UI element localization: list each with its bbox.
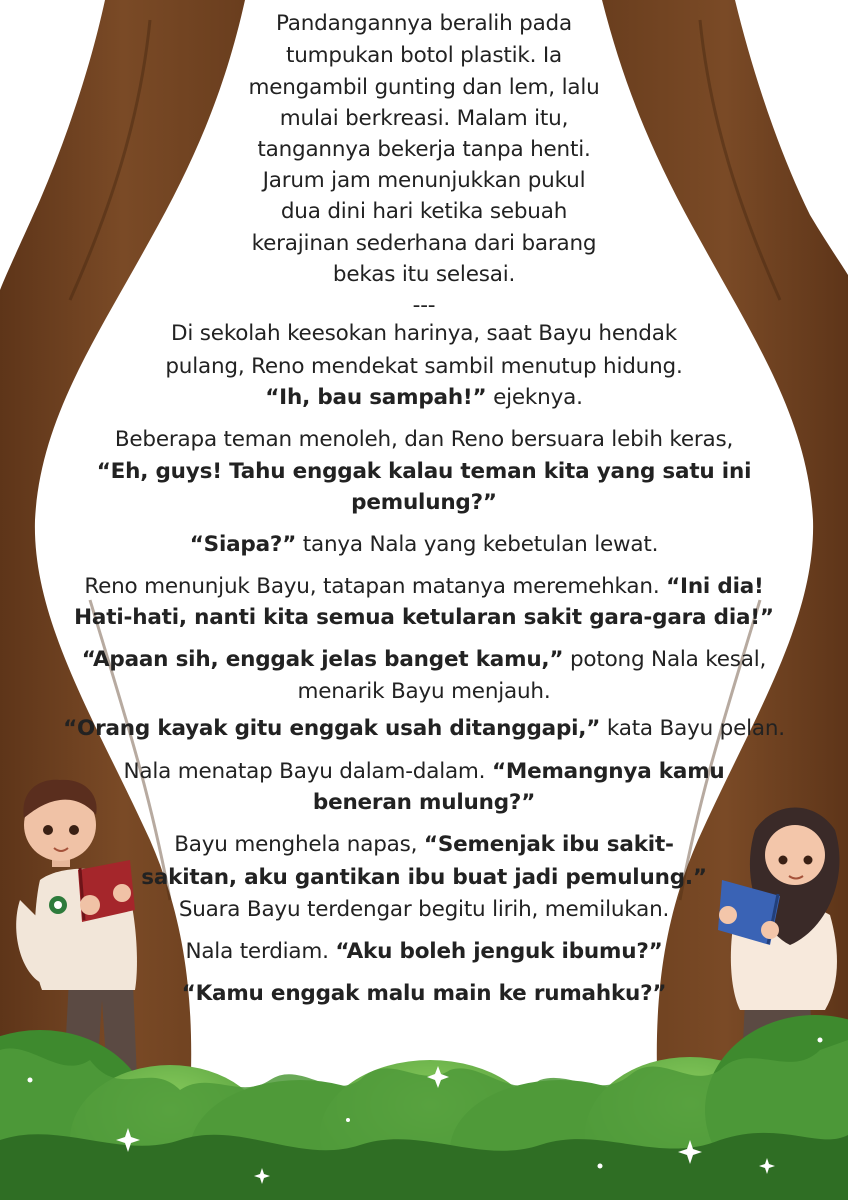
narration-text: ejeknya. (486, 385, 583, 410)
story-line (0, 134, 848, 165)
story-line (0, 8, 848, 39)
dialogue-text: “Semenjak ibu sakit- (423, 832, 674, 857)
story-line (0, 424, 848, 455)
narration-text: Bayu menghela napas, (174, 832, 424, 857)
story-line (0, 196, 848, 227)
dialogue-text: sakitan, aku gantikan ibu buat jadi pemulung.” (141, 865, 707, 890)
narration-text: Beberapa teman menoleh, dan Reno bersuara lebih keras, (114, 427, 734, 452)
story-line (0, 487, 848, 518)
story-line (0, 529, 848, 560)
narration-text: Nala terdiam. (185, 939, 336, 964)
story-line (0, 318, 848, 349)
story-line (0, 382, 848, 413)
dialogue-text: beneran mulung?” (312, 790, 536, 815)
dialogue-text: “Siapa?” (189, 532, 297, 557)
narration-text: dua dini hari ketika sebuah (280, 199, 568, 224)
dialogue-text: “Kamu enggak malu main ke rumahku?” (181, 981, 667, 1006)
story-line (0, 165, 848, 196)
dialogue-text: “Ini dia! (666, 574, 764, 599)
narration-text: Reno menunjuk Bayu, tatapan matanya meremehkan. (84, 574, 667, 599)
story-line (0, 644, 848, 675)
story-line (0, 787, 848, 818)
narration-text: mulai berkreasi. Malam itu, (279, 106, 569, 131)
story-line (0, 290, 848, 321)
story-line (0, 602, 848, 633)
narration-text: tumpukan botol plastik. Ia (285, 43, 562, 68)
narration-text: mengambil gunting dan lem, lalu (248, 75, 600, 100)
narration-text: pulang, Reno mendekat sambil menutup hidung. (165, 354, 683, 379)
narration-text: Suara Bayu terdengar begitu lirih, memilukan. (178, 897, 670, 922)
story-line (0, 676, 848, 707)
narration-text: potong Nala kesal, (563, 647, 767, 672)
narration-text: menarik Bayu menjauh. (297, 679, 551, 704)
story-line (0, 456, 848, 487)
narration-text: bekas itu selesai. (332, 262, 516, 287)
story-line (0, 259, 848, 290)
dialogue-text: “Ih, bau sampah!” (265, 385, 487, 410)
narration-text: Pandangannya beralih pada (275, 11, 572, 36)
narration-text: tangannya bekerja tanpa henti. (257, 137, 591, 162)
dialogue-text: “Apaan sih, enggak jelas banget kamu,” (81, 647, 564, 672)
story-line (0, 40, 848, 71)
story-line (0, 228, 848, 259)
narration-text: Di sekolah keesokan harinya, saat Bayu hendak (171, 321, 677, 346)
narration-text: --- (412, 293, 436, 318)
story-line (0, 571, 848, 602)
narration-text: kata Bayu pelan. (600, 716, 785, 741)
dialogue-text: “Memangnya kamu (491, 759, 725, 784)
dialogue-text: “Aku boleh jenguk ibumu?” (335, 939, 663, 964)
story-line (0, 351, 848, 382)
story-line (0, 756, 848, 787)
narration-text: Jarum jam menunjukkan pukul (262, 168, 586, 193)
dialogue-text: “Orang kayak gitu enggak usah ditanggapi,” (63, 716, 601, 741)
dialogue-text: pemulung?” (351, 490, 497, 515)
narration-text: kerajinan sederhana dari barang (251, 231, 597, 256)
story-line (0, 894, 848, 925)
story-line (0, 978, 848, 1009)
story-line (0, 936, 848, 967)
story-line (0, 862, 848, 893)
story-line (0, 103, 848, 134)
narration-text: tanya Nala yang kebetulan lewat. (296, 532, 659, 557)
story-line (0, 713, 848, 744)
narration-text: Nala menatap Bayu dalam-dalam. (123, 759, 492, 784)
story-line (0, 72, 848, 103)
dialogue-text: Hati-hati, nanti kita semua ketularan sakit gara-gara dia!” (74, 605, 774, 630)
story-line (0, 829, 848, 860)
dialogue-text: “Eh, guys! Tahu enggak kalau teman kita yang satu ini (96, 459, 752, 484)
